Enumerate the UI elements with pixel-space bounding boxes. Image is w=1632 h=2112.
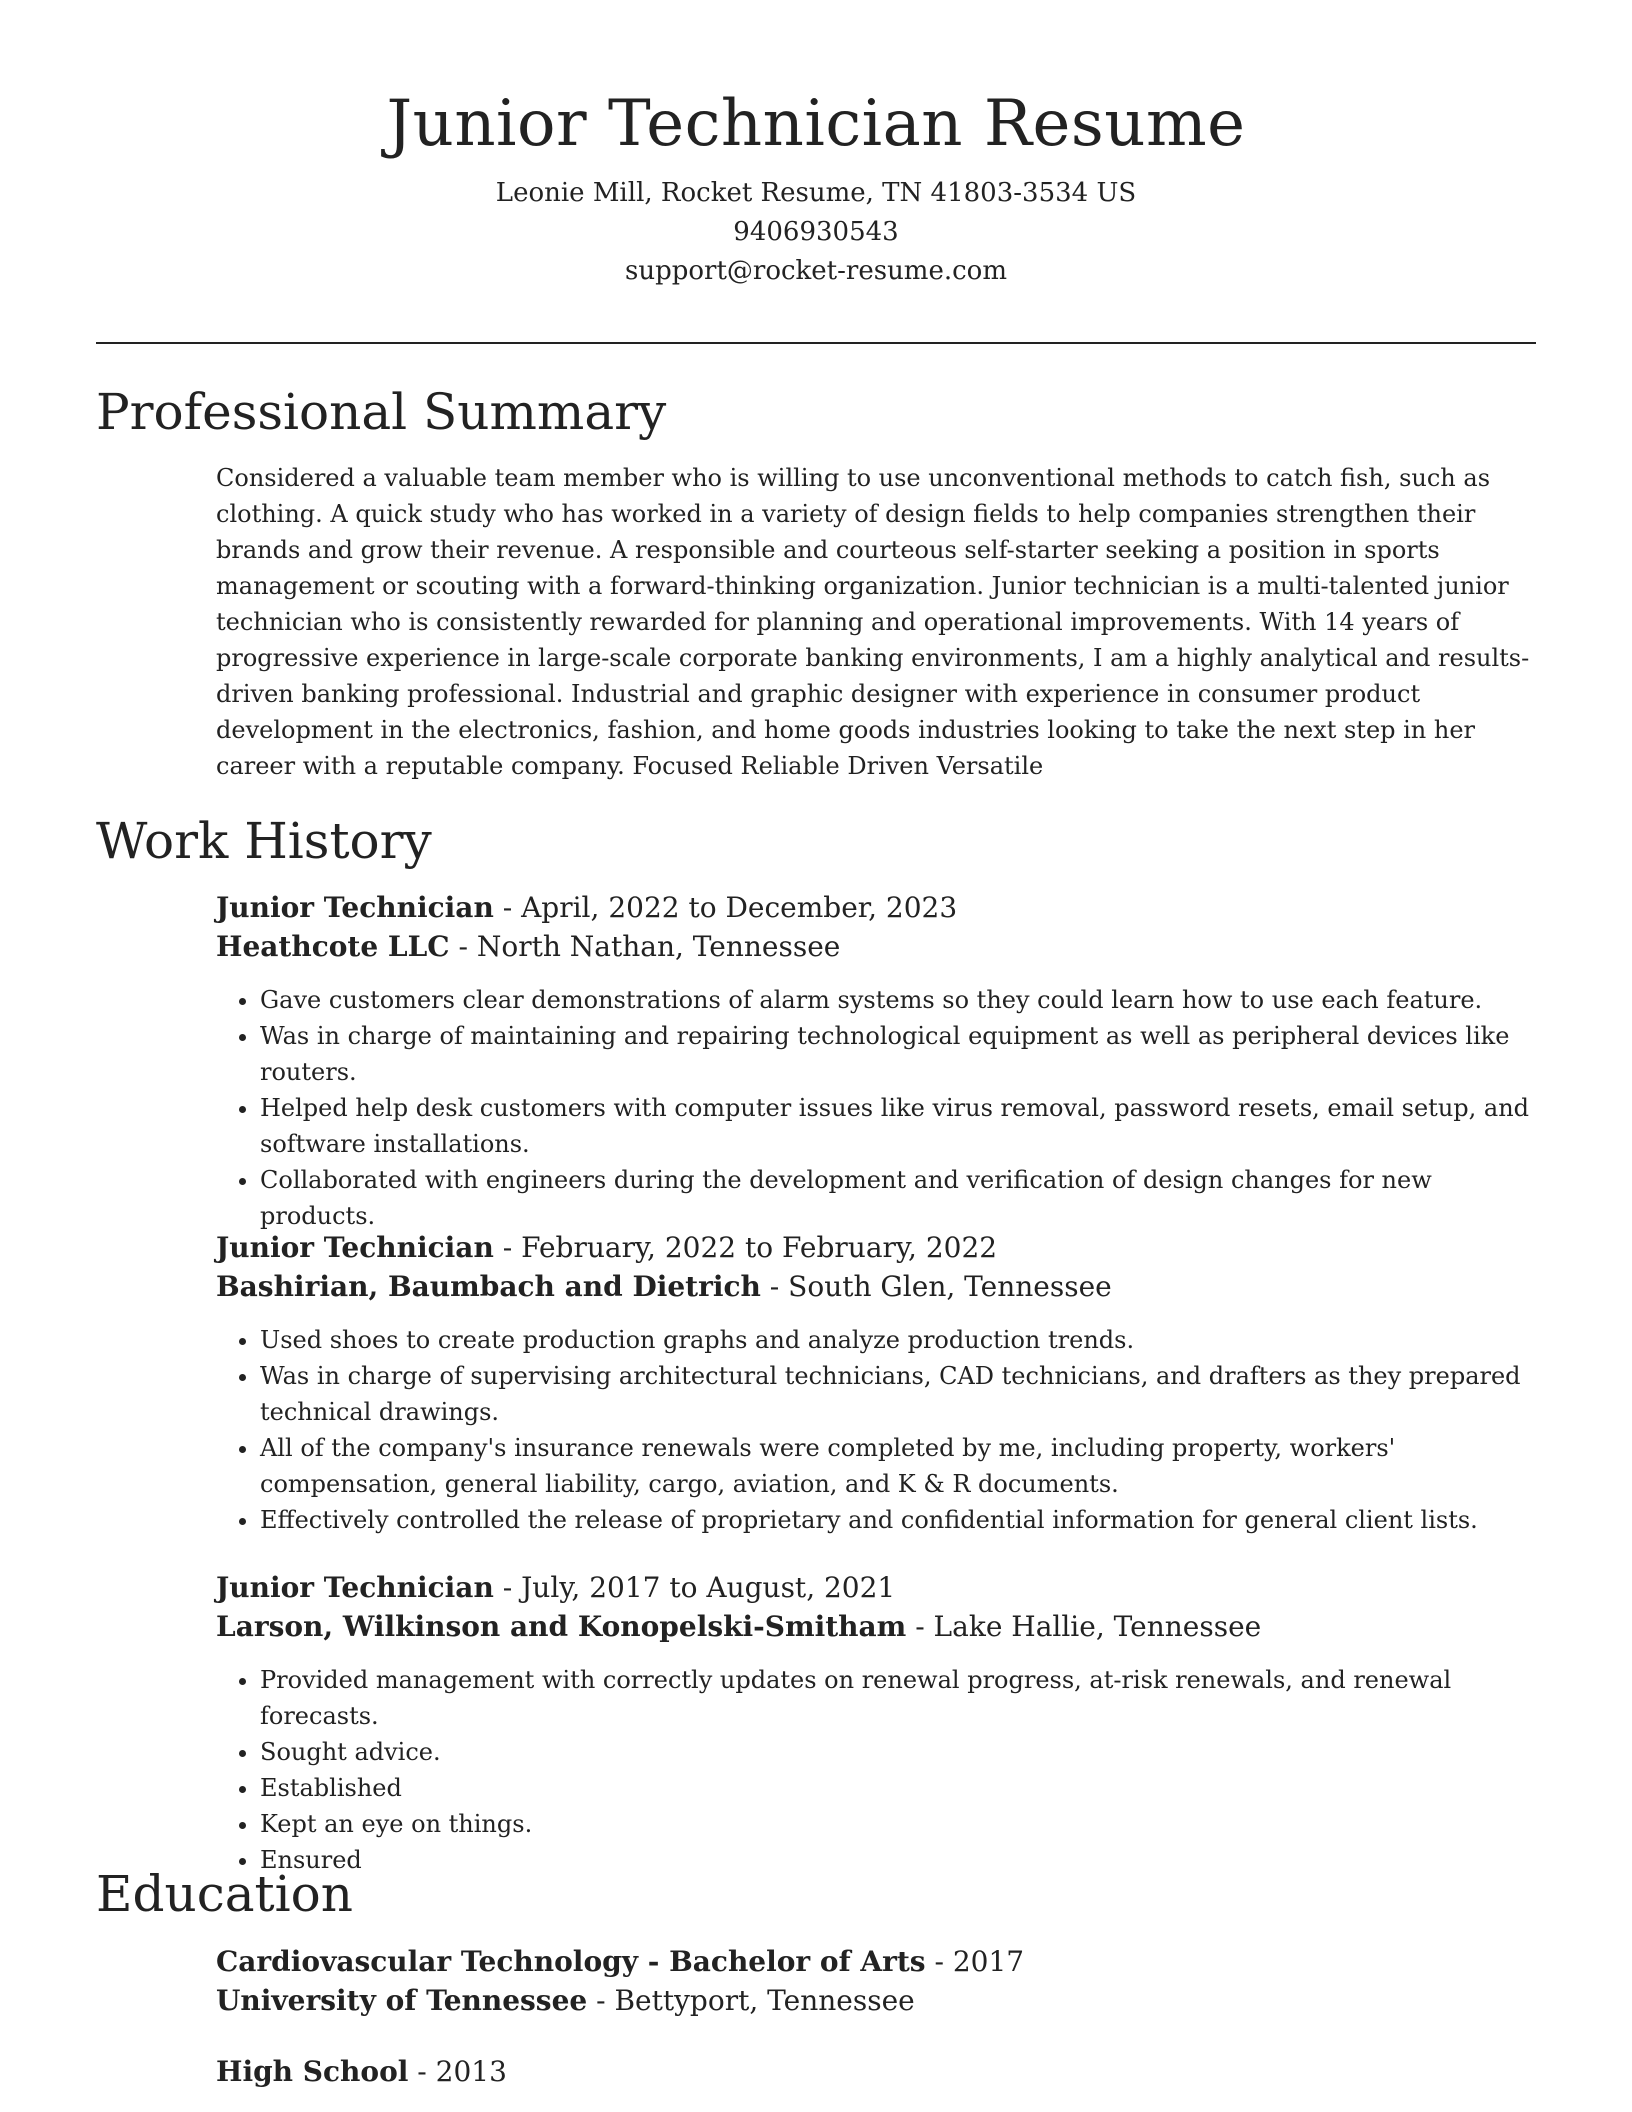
education-degree: Cardiovascular Technology - Bachelor of Arts <box>216 1945 926 1978</box>
job-bullet: • Was in charge of supervising architectural technicians, CAD technicians, and drafters as they prepared technical drawings. <box>260 1358 1540 1430</box>
job-entry <box>216 1228 1540 1538</box>
job-title: Junior Technician <box>216 1231 494 1264</box>
job-company: Bashirian, Baumbach and Dietrich <box>216 1270 761 1303</box>
job-entry <box>216 1568 1540 1878</box>
summary-section <box>216 460 1540 784</box>
job-entry <box>216 888 1540 1234</box>
job-title-line <box>216 1228 1540 1267</box>
education-year: - 2017 <box>925 1945 1025 1978</box>
job-location: - South Glen, Tennessee <box>760 1270 1112 1303</box>
contact-address: Leonie Mill, Rocket Resume, TN 41803-3534 US <box>495 178 1137 208</box>
job-dates: - July, 2017 to August, 2021 <box>493 1571 896 1604</box>
education-school: University of Tennessee <box>216 1984 588 2017</box>
job-company-line <box>216 1267 1540 1306</box>
resume-title: Junior Technician Resume <box>386 87 1246 161</box>
resume-header <box>0 84 1632 291</box>
job-title-line <box>216 1568 1540 1607</box>
job-bullet-list <box>216 982 1540 1234</box>
summary-heading: Professional Summary <box>96 383 667 441</box>
job-bullet: • All of the company's insurance renewals were completed by me, including property, workers' compensation, general liability, cargo, aviation, and K & R documents. <box>260 1430 1540 1502</box>
education-degree-line <box>216 2052 1540 2091</box>
job-bullet: • Gave customers clear demonstrations of alarm systems so they could learn how to use each feature. <box>260 982 1540 1018</box>
job-dates: - February, 2022 to February, 2022 <box>493 1231 998 1264</box>
education-entry <box>216 1942 1540 2020</box>
job-bullet: • Kept an eye on things. <box>260 1806 1540 1842</box>
job-title-line <box>216 888 1540 927</box>
job-bullet: • Used shoes to create production graphs and analyze production trends. <box>260 1322 1540 1358</box>
contact-email: support@rocket-resume.com <box>624 256 1007 286</box>
education-degree: High School <box>216 2055 409 2088</box>
job-bullet: • Established <box>260 1770 1540 1806</box>
education-degree-line <box>216 1942 1540 1981</box>
education-year: - 2013 <box>408 2055 507 2088</box>
job-company-line <box>216 1607 1540 1646</box>
job-company: Larson, Wilkinson and Konopelski-Smitham <box>216 1610 907 1643</box>
job-bullet: • Collaborated with engineers during the development and verification of design changes for new products. <box>260 1162 1540 1234</box>
job-company: Heathcote LLC <box>216 930 450 963</box>
education-location: - Bettyport, Tennessee <box>587 1984 915 2017</box>
job-bullet: • Ensured <box>260 1842 1540 1878</box>
job-bullet: • Was in charge of maintaining and repairing technological equipment as well as peripheral devices like routers. <box>260 1018 1540 1090</box>
job-location: - North Nathan, Tennessee <box>449 930 841 963</box>
job-company-line <box>216 927 1540 966</box>
job-bullet: • Sought advice. <box>260 1734 1540 1770</box>
education-entry <box>216 2052 1540 2091</box>
job-dates: - April, 2022 to December, 2023 <box>493 891 958 924</box>
job-bullet: • Helped help desk customers with computer issues like virus removal, password resets, email setup, and software installations. <box>260 1090 1540 1162</box>
education-heading: Education <box>96 1865 353 1923</box>
header-divider <box>96 342 1536 344</box>
job-bullet: • Effectively controlled the release of proprietary and confidential information for general client lists. <box>260 1502 1540 1538</box>
summary-text: Considered a valuable team member who is willing to use unconventional methods to catch fish, such as clothing. A quick study who has worked in a variety of design fields to help companies strengthen their brands and grow their revenue. A responsible and courteous self-starter seeking a position in sports management or scouting with a forward-thinking organization. Junior technician is a multi-talented junior technician who is consistently rewarded for planning and operational improvements. With 14 years of progressive experience in large-scale corporate banking environments, I am a highly analytical and results-driven banking professional. Industrial and graphic designer with experience in consumer product development in the electronics, fashion, and home goods industries looking to take the next step in her career with a reputable company. Focused Reliable Driven Versatile <box>216 464 1530 780</box>
job-bullet-list <box>216 1662 1540 1878</box>
job-bullet: • Provided management with correctly updates on renewal progress, at-risk renewals, and renewal forecasts. <box>260 1662 1540 1734</box>
contact-phone: 9406930543 <box>733 217 899 247</box>
work-history-heading: Work History <box>96 812 432 870</box>
job-title: Junior Technician <box>216 1571 494 1604</box>
job-location: - Lake Hallie, Tennessee <box>906 1610 1262 1643</box>
job-title: Junior Technician <box>216 891 494 924</box>
job-bullet-list <box>216 1322 1540 1538</box>
education-school-line <box>216 1981 1540 2020</box>
